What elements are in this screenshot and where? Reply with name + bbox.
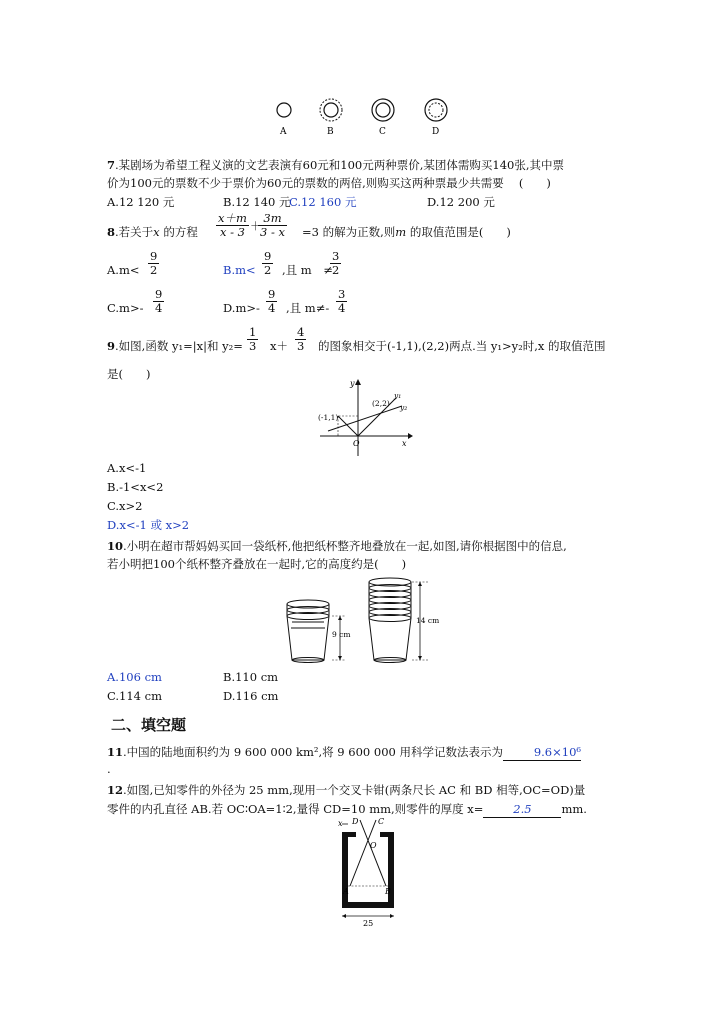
q8-optd2-den: 4 [338, 301, 346, 315]
q7-option-c: C.12 160 元 [289, 195, 357, 209]
q11-answer-blank [503, 744, 581, 761]
q12-answer: 2.5 [513, 802, 532, 816]
q11-trail: . [107, 762, 111, 776]
q8-f1-num: x＋m [218, 211, 247, 225]
q10-number: 10 [107, 539, 124, 553]
q8-suffix2: 的取值范围是( ) [406, 225, 511, 239]
q8-option-b-mid: ,且 m ≠ [282, 263, 333, 277]
q9-option-d: D.x<-1 或 x>2 [107, 518, 190, 532]
q7-text-line1: .某剧场为希望工程义演的文艺表演有60元和100元两种票价,某团体需购买140张,其中票 [115, 158, 565, 172]
q12-label-x: x [338, 819, 343, 828]
q9-point2-label: (2,2) [372, 399, 390, 408]
circle-b-outer [320, 99, 342, 121]
q12-unit: mm. [561, 802, 587, 816]
q8-plus: ＋ [250, 219, 262, 233]
q8-optd-den: 4 [268, 301, 276, 315]
q8-option-c-frac [153, 288, 164, 315]
q9-number: 9 [107, 339, 116, 353]
q8-optd-num: 9 [268, 287, 276, 301]
q8-suffix: =3 的解为正数,则 [302, 225, 396, 239]
q8-number: 8 [107, 225, 116, 239]
q8-optb-den: 2 [264, 263, 272, 277]
circle-c-inner [376, 103, 390, 117]
q8-optb-num: 9 [264, 249, 272, 263]
q12-line2-text: 零件的内孔直径 AB.若 OC∶OA=1∶2,量得 CD=10 mm,则零件的厚度 x= [107, 802, 484, 816]
q10-line2: 若小明把100个纸杯整齐叠放在一起时,它的高度约是( ) [107, 557, 407, 571]
q12-label-c: C [378, 817, 385, 826]
q12-part-top-left [342, 832, 356, 837]
circle-label-c: C [379, 127, 386, 137]
q10-option-a: A.106 cm [107, 670, 162, 684]
q12-caliper-ac [350, 820, 376, 886]
q9-y1-label: y₁ [394, 391, 402, 400]
q8-optc-den: 4 [155, 301, 163, 315]
q7-option-a: A.12 120 元 [107, 195, 175, 209]
q8-opta-num: 9 [150, 249, 158, 263]
q9-f1-den: 3 [249, 339, 257, 353]
q8-option-b: B.m< [223, 263, 256, 277]
q8-option-d-frac2 [336, 288, 347, 315]
circle-d-inner [429, 103, 443, 117]
q10-option-b: B.110 cm [223, 670, 279, 684]
q10-dim2-arrow-bottom [418, 656, 422, 660]
q8-optd2-num: 3 [338, 287, 346, 301]
q12-line1-text: .如图,已知零件的外径为 25 mm,现用一个交叉卡钳(两条尺长 AC 和 BD 相等,OC=OD)量 [123, 783, 586, 797]
q12-label-o: O [370, 841, 377, 850]
q8-stem-prefix [107, 224, 198, 240]
q8-option-d-mid: ,且 m≠- [286, 301, 330, 315]
q9-point1-label: (-1,1) [318, 413, 339, 422]
circles-figure [268, 92, 458, 140]
q9-f1-num: 1 [249, 325, 257, 339]
q10-option-d: D.116 cm [223, 689, 279, 703]
q9-f2-num: 4 [297, 325, 305, 339]
q9-x-arrow [408, 433, 413, 439]
q12-answer-blank [483, 801, 561, 818]
q8-f1-den: x - 3 [216, 225, 249, 239]
q10-dim1-arrow-top [338, 616, 342, 620]
q8-fraction-1 [216, 212, 249, 239]
q10-cups-svg [278, 574, 448, 666]
q8-fraction-2 [258, 212, 287, 239]
q10-dim2-label: 14 cm [416, 616, 440, 625]
q12-label-d: D [352, 817, 359, 826]
q8-mid: 的方程 [159, 225, 198, 239]
q12-width-arrow-left [342, 914, 346, 918]
q8-var-x: x [153, 225, 160, 239]
q8-var-m: m [395, 225, 407, 239]
section2-title: 二、填空题 [111, 716, 187, 734]
q10-dim1-arrow-bottom [338, 656, 342, 660]
q9-line-y2 [328, 406, 402, 431]
q10-line1 [107, 538, 567, 554]
q10-line1-text: .小明在超市帮妈妈买回一袋纸杯,他把纸杯整齐地叠放在一起,如图,请你根据图中的信息, [123, 539, 567, 553]
q9-origin-label: O [353, 439, 360, 448]
q11-line [107, 744, 581, 761]
q9-y2-label: y₂ [400, 403, 408, 412]
q11-text: .中国的陆地面积约为 9 600 000 km²,将 9 600 000 用科学记数法表示为 [123, 745, 503, 759]
q9-prefix: .如图,函数 y₁=|x|和 y₂= [115, 339, 243, 353]
q9-x-label: x [402, 439, 407, 448]
q12-part [342, 832, 394, 908]
circle-a [277, 103, 291, 117]
q7-line2: 价为100元的票数不少于票价为60元的票数的两倍,则购买这两种票最少共需要 ( ) [107, 176, 551, 190]
q12-label-b: B [385, 887, 391, 896]
q10-tall-stack [369, 578, 411, 663]
circle-label-d: D [432, 127, 440, 137]
q9-fraction-2 [295, 326, 306, 353]
q12-calipers-figure [330, 814, 410, 930]
q8-f2-den: 3 - x [260, 225, 285, 239]
q11-answer: 9.6×10⁶ [533, 745, 581, 759]
q12-width-arrow-right [390, 914, 394, 918]
q10-dim2-arrow-top [418, 582, 422, 586]
circle-d-outer [425, 99, 447, 121]
q9-mid: x＋ [270, 339, 288, 353]
circle-label-b: B [327, 127, 334, 137]
q8-opta-den: 2 [150, 263, 158, 277]
q10-dim1-label: 9 cm [332, 630, 351, 639]
q8-option-b-frac2 [330, 250, 341, 277]
q8-option-d: D.m>- [223, 301, 260, 315]
q7-line1 [107, 157, 564, 173]
q7-option-d: D.12 200 元 [427, 195, 495, 209]
q12-part-top-right [380, 832, 394, 837]
q10-short-stack [287, 600, 329, 663]
q12-number: 12 [107, 783, 124, 797]
circle-c-outer [372, 99, 394, 121]
q8-prefix: .若关于 [115, 225, 154, 239]
q9-graph-svg [314, 376, 414, 458]
q8-option-c: C.m>- [107, 301, 144, 315]
q12-caliper-bd [360, 820, 386, 886]
q9-option-b: B.-1<x<2 [107, 480, 164, 494]
q10-option-c: C.114 cm [107, 689, 162, 703]
q9-option-c: C.x>2 [107, 499, 143, 513]
circles-svg [268, 92, 458, 140]
q8-option-b-frac [262, 250, 273, 277]
q8-f2-num: 3m [263, 211, 282, 225]
q8-optb2-den: 2 [332, 263, 340, 277]
q10-cups-figure [278, 574, 448, 666]
q9-y-arrow [355, 379, 361, 385]
q7-option-b: B.12 140 元 [223, 195, 291, 209]
q8-optc-num: 9 [155, 287, 163, 301]
q12-calipers-svg [330, 814, 410, 930]
q9-graph [314, 376, 414, 458]
q11-number: 11 [107, 745, 124, 759]
q9-line2: 是( ) [107, 367, 151, 381]
q8-option-a-frac [148, 250, 159, 277]
circle-label-a: A [280, 127, 287, 137]
q9-option-a: A.x<-1 [107, 461, 147, 475]
q9-fraction-1 [247, 326, 258, 353]
q8-stem-suffix [302, 224, 511, 240]
q12-label-a: A [343, 887, 349, 896]
circle-b-inner [324, 103, 338, 117]
q7-number: 7 [107, 158, 116, 172]
q8-option-a: A.m< [107, 263, 140, 277]
q9-stem-prefix [107, 338, 243, 354]
q12-line1 [107, 782, 585, 798]
q9-suffix: 的图象相交于(-1,1),(2,2)两点.当 y₁>y₂时,x 的取值范围 [318, 339, 606, 353]
q12-width-label: 25 [363, 919, 374, 928]
q8-optb2-num: 3 [332, 249, 340, 263]
q9-y-label: y [350, 379, 355, 388]
q9-f2-den: 3 [297, 339, 305, 353]
q8-option-d-frac [266, 288, 277, 315]
q9-line-y1-left [338, 416, 358, 436]
